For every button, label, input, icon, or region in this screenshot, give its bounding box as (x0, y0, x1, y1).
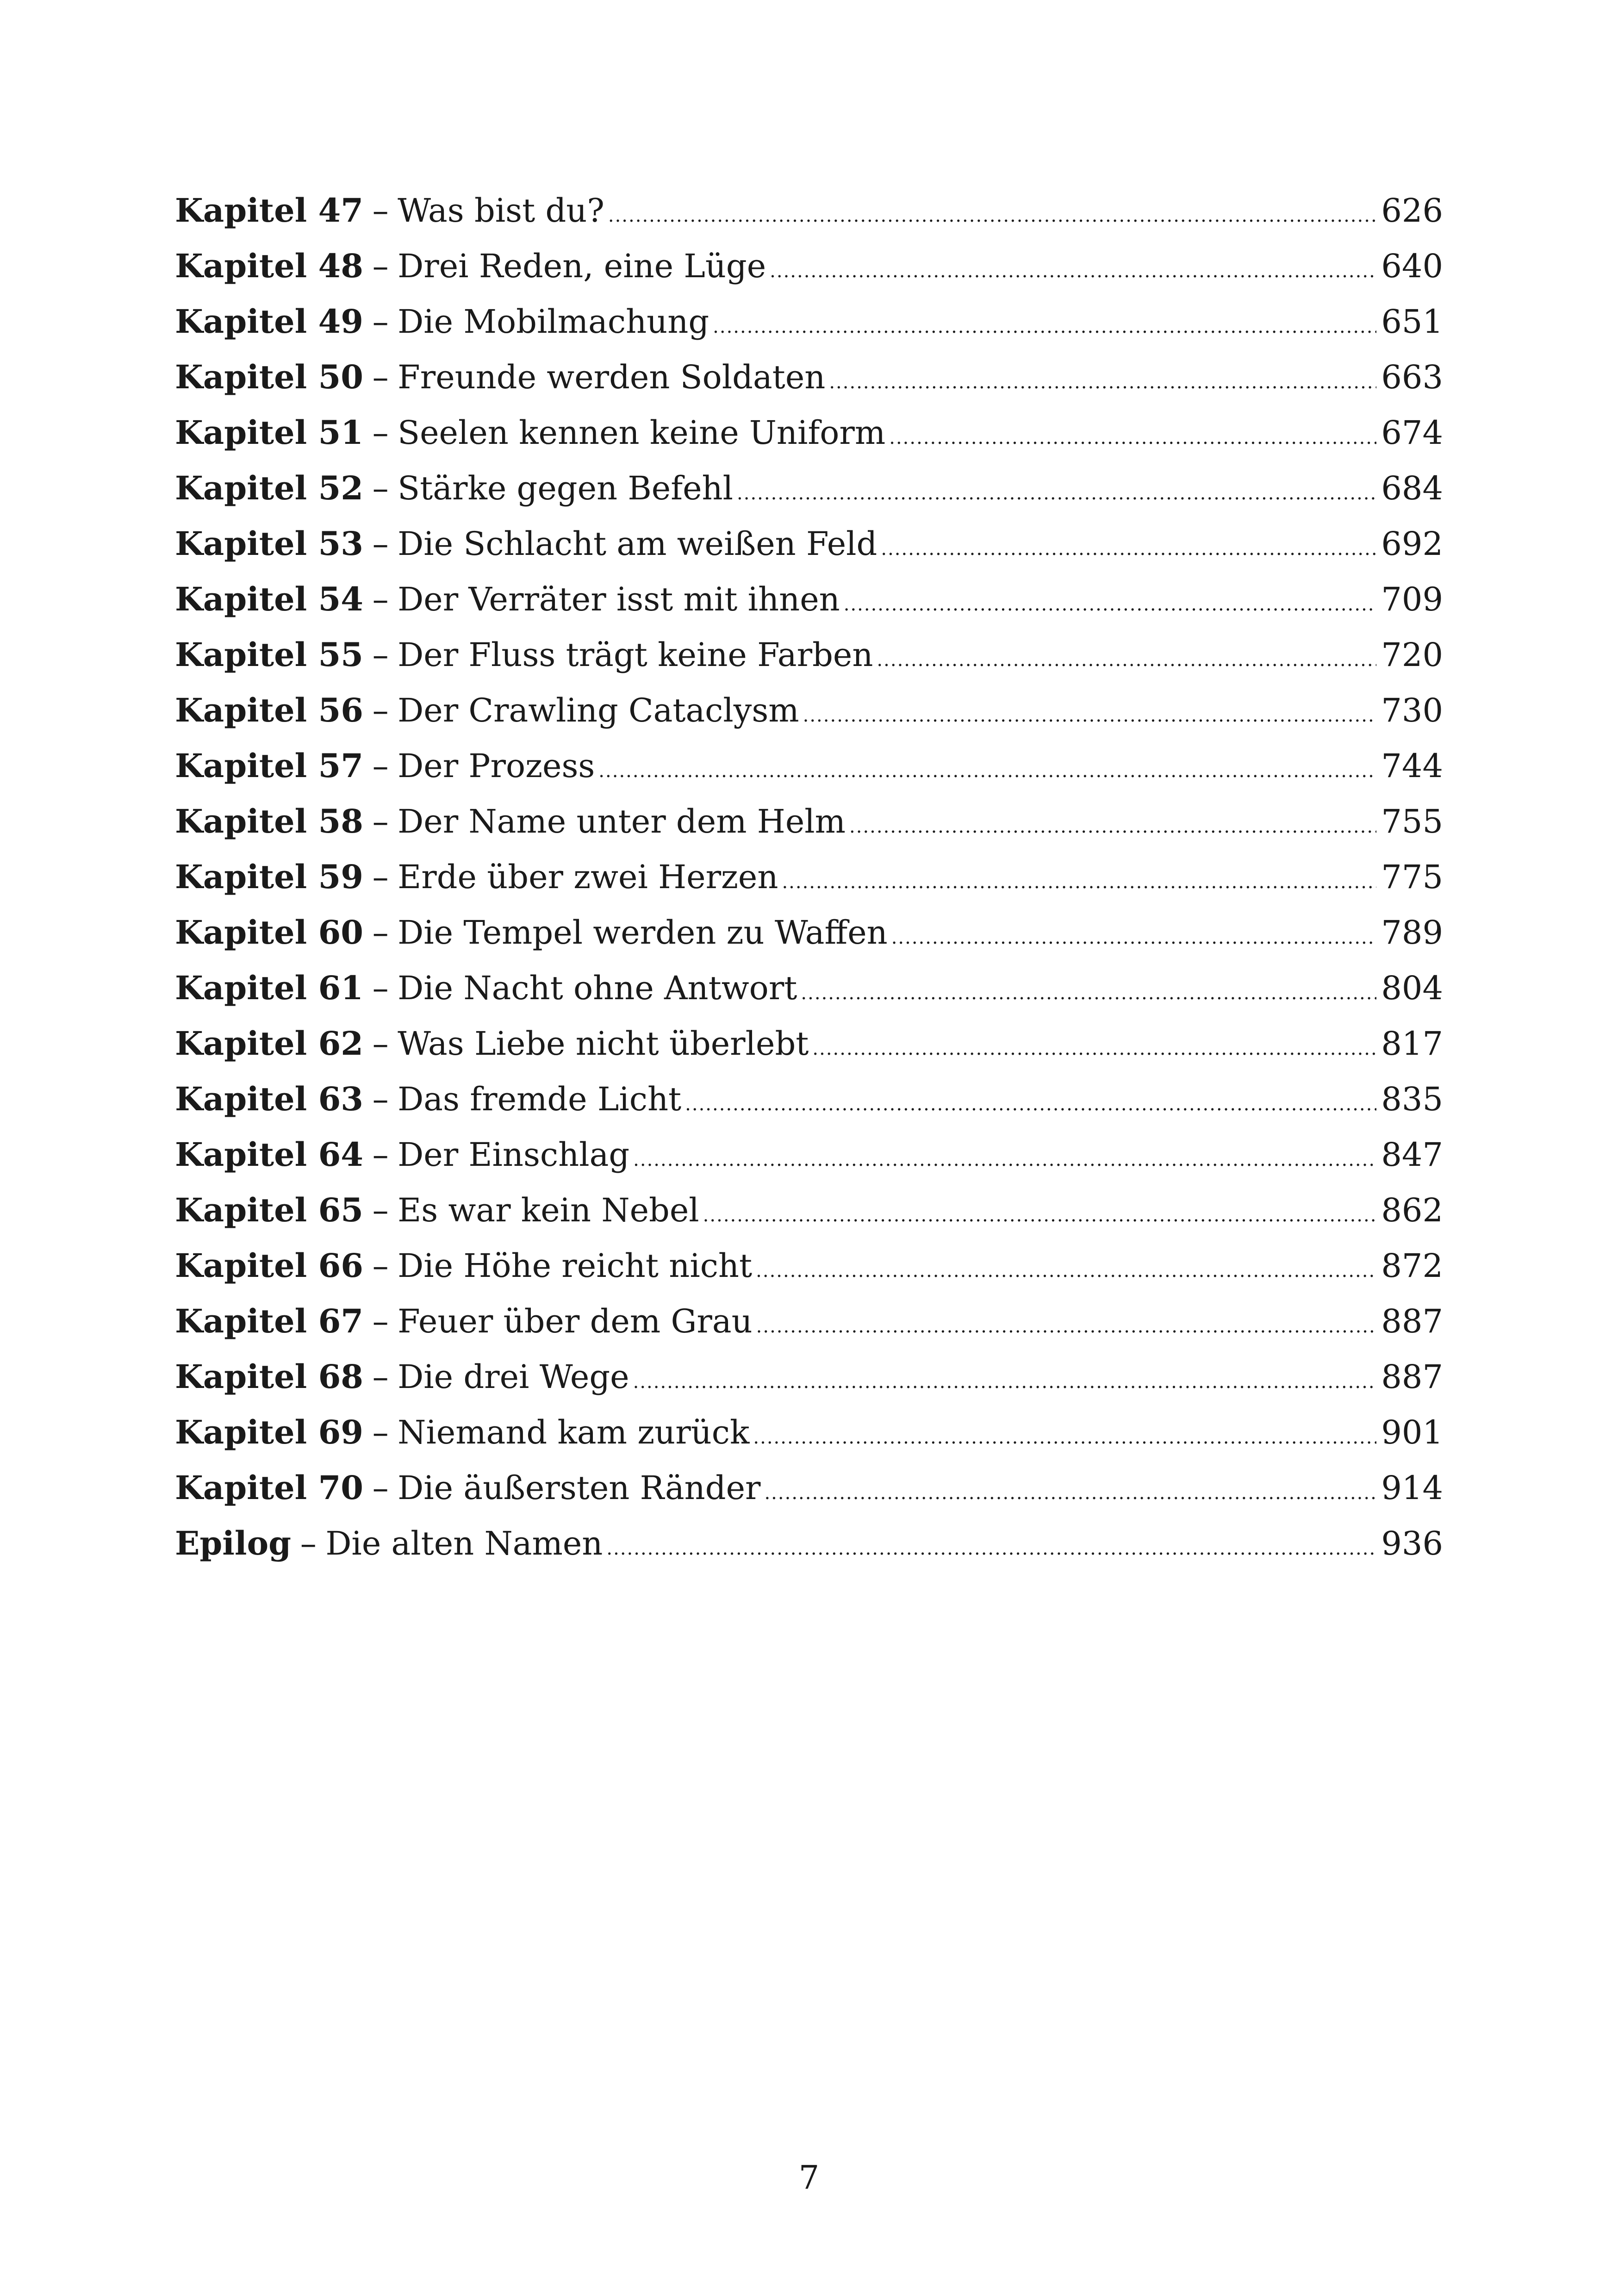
toc-entry-separator: – (372, 636, 389, 674)
toc-entry-separator: – (372, 914, 389, 952)
toc-entry-label: Kapitel 53 (175, 524, 363, 563)
toc-entry-page: 901 (1381, 1413, 1443, 1451)
toc-entry-label: Kapitel 66 (175, 1246, 363, 1285)
toc-entry-title: Die Tempel werden zu Waffen (398, 914, 888, 952)
dot-leader (889, 410, 1376, 466)
toc-entry-separator: – (372, 1358, 389, 1396)
toc-entry-title: Drei Reden, eine Lüge (398, 247, 766, 285)
toc-entry-title: Die Höhe reicht nicht (398, 1247, 753, 1285)
toc-entry[interactable] (175, 1349, 1443, 1405)
toc-entry-page: 651 (1381, 303, 1443, 341)
toc-entry-separator: – (372, 803, 389, 840)
dot-leader (737, 466, 1376, 521)
toc-entry-separator: – (372, 858, 389, 896)
dot-leader (770, 243, 1376, 299)
toc-entry-label: Kapitel 68 (175, 1357, 363, 1396)
toc-entry-title: Die äußersten Ränder (398, 1469, 761, 1507)
toc-entry-label: Kapitel 64 (175, 1135, 363, 1174)
toc-entry-separator: – (372, 747, 389, 785)
toc-entry-label: Kapitel 63 (175, 1080, 363, 1118)
toc-entry-title: Was bist du? (398, 192, 604, 230)
toc-entry-title: Der Crawling Cataclysm (398, 691, 799, 729)
toc-entry[interactable] (175, 1405, 1443, 1460)
toc-entry-title: Freunde werden Soldaten (398, 358, 826, 396)
toc-entry[interactable] (175, 572, 1443, 627)
toc-entry-page: 640 (1381, 247, 1443, 285)
toc-entry-page: 887 (1381, 1358, 1443, 1396)
toc-entry-separator: – (372, 1302, 389, 1340)
toc-entry-separator: – (372, 1413, 389, 1451)
toc-entry-title: Die Schlacht am weißen Feld (398, 525, 877, 563)
toc-entry[interactable] (175, 960, 1443, 1016)
toc-entry[interactable] (175, 794, 1443, 849)
toc-entry-separator: – (372, 1191, 389, 1229)
toc-entry-page: 755 (1381, 803, 1443, 840)
toc-entry-label: Kapitel 61 (175, 969, 363, 1007)
toc-entry-separator: – (300, 1524, 317, 1562)
toc-entry-separator: – (372, 1247, 389, 1285)
toc-entry-separator: – (372, 1136, 389, 1174)
toc-entry-title: Was Liebe nicht überlebt (398, 1025, 809, 1063)
toc-entry-label: Kapitel 57 (175, 747, 363, 785)
page-number: 7 (798, 2159, 820, 2196)
toc-entry-separator: – (372, 358, 389, 396)
toc-entry[interactable] (175, 238, 1443, 294)
toc-entry-label: Kapitel 67 (175, 1302, 363, 1340)
toc-entry-separator: – (372, 192, 389, 230)
toc-entry-page: 674 (1381, 414, 1443, 452)
dot-leader (812, 1021, 1376, 1076)
toc-entry-separator: – (372, 1025, 389, 1063)
toc-entry-label: Kapitel 58 (175, 802, 363, 840)
toc-entry-label: Epilog (175, 1524, 292, 1562)
toc-entry-title: Seelen kennen keine Uniform (398, 414, 886, 452)
toc-entry-page: 789 (1381, 914, 1443, 952)
toc-entry-page: 872 (1381, 1247, 1443, 1285)
toc-entry[interactable] (175, 349, 1443, 405)
toc-entry[interactable] (175, 1238, 1443, 1294)
toc-entry-page: 887 (1381, 1302, 1443, 1340)
toc-entry-label: Kapitel 52 (175, 469, 363, 507)
toc-entry-label: Kapitel 47 (175, 191, 363, 230)
toc-entry[interactable] (175, 405, 1443, 460)
dot-leader (756, 1299, 1377, 1354)
dot-leader (608, 188, 1377, 243)
dot-leader (756, 1243, 1376, 1299)
toc-entry[interactable] (175, 460, 1443, 516)
toc-entry-page: 730 (1381, 691, 1443, 729)
toc-entry-label: Kapitel 62 (175, 1024, 363, 1063)
toc-entry-page: 847 (1381, 1136, 1443, 1174)
toc-entry-page: 626 (1381, 192, 1443, 230)
dot-leader (803, 688, 1377, 743)
toc-entry-title: Die alten Namen (325, 1524, 603, 1562)
toc-entry[interactable] (175, 1071, 1443, 1127)
toc-entry-separator: – (372, 580, 389, 618)
dot-leader (703, 1188, 1377, 1243)
toc-entry-page: 684 (1381, 469, 1443, 507)
toc-entry[interactable] (175, 1016, 1443, 1071)
toc-entry-title: Erde über zwei Herzen (398, 858, 778, 896)
toc-entry-label: Kapitel 59 (175, 858, 363, 896)
toc-entry-separator: – (372, 414, 389, 452)
dot-leader (844, 577, 1377, 632)
toc-entry-title: Der Fluss trägt keine Farben (398, 636, 873, 674)
toc-entry-page: 936 (1381, 1524, 1443, 1562)
dot-leader (881, 521, 1376, 577)
toc-entry-separator: – (372, 691, 389, 729)
toc-entry-separator: – (372, 969, 389, 1007)
toc-entry-title: Die Nacht ohne Antwort (398, 969, 797, 1007)
toc-entry-title: Feuer über dem Grau (398, 1302, 753, 1340)
dot-leader (801, 965, 1376, 1021)
toc-entry[interactable] (175, 683, 1443, 738)
toc-entry-page: 720 (1381, 636, 1443, 674)
toc-entry-label: Kapitel 70 (175, 1468, 363, 1507)
toc-entry[interactable] (175, 183, 1443, 238)
toc-entry-page: 744 (1381, 747, 1443, 785)
toc-entry-label: Kapitel 50 (175, 358, 363, 396)
dot-leader (829, 355, 1376, 410)
toc-entry-separator: – (372, 1080, 389, 1118)
toc-entry-label: Kapitel 48 (175, 247, 363, 285)
dot-leader (764, 1465, 1376, 1521)
toc-entry-page: 775 (1381, 858, 1443, 896)
toc-entry-label: Kapitel 55 (175, 635, 363, 674)
dot-leader (849, 799, 1376, 854)
toc-entry-title: Die drei Wege (398, 1358, 629, 1396)
toc-entry-title: Der Prozess (398, 747, 595, 785)
toc-entry[interactable] (175, 905, 1443, 960)
toc-entry-label: Kapitel 51 (175, 413, 363, 452)
toc-entry-separator: – (372, 247, 389, 285)
toc-entry-label: Kapitel 65 (175, 1191, 363, 1229)
toc-entry-separator: – (372, 525, 389, 563)
toc-entry-label: Kapitel 54 (175, 580, 363, 618)
dot-leader (877, 632, 1376, 688)
toc-entry-label: Kapitel 49 (175, 302, 363, 341)
dot-leader (685, 1076, 1376, 1132)
toc-entry-page: 835 (1381, 1080, 1443, 1118)
toc-entry-page: 709 (1381, 580, 1443, 618)
dot-leader (606, 1521, 1376, 1576)
dot-leader (753, 1410, 1376, 1465)
toc-entry-title: Der Verräter isst mit ihnen (398, 580, 840, 618)
toc-entry-page: 862 (1381, 1191, 1443, 1229)
toc-entry-title: Die Mobilmachung (398, 303, 709, 341)
dot-leader (713, 299, 1376, 355)
dot-leader (633, 1132, 1376, 1188)
toc-entry-separator: – (372, 469, 389, 507)
toc-entry-title: Der Name unter dem Helm (398, 803, 846, 840)
toc-entry[interactable] (175, 1127, 1443, 1182)
toc-entry[interactable] (175, 738, 1443, 794)
dot-leader (633, 1354, 1377, 1410)
toc-entry-label: Kapitel 56 (175, 691, 363, 729)
toc-entry[interactable] (175, 294, 1443, 349)
toc-entry[interactable] (175, 516, 1443, 572)
toc-entry-separator: – (372, 303, 389, 341)
toc-entry-label: Kapitel 69 (175, 1413, 363, 1451)
dot-leader (891, 910, 1377, 965)
toc-entry-page: 692 (1381, 525, 1443, 563)
toc-entry-epilog[interactable] (175, 1516, 1443, 1571)
dot-leader (598, 743, 1376, 799)
toc-entry-page: 804 (1381, 969, 1443, 1007)
toc-entry-page: 914 (1381, 1469, 1443, 1507)
toc-entry-title: Der Einschlag (398, 1136, 630, 1174)
toc-entry-title: Niemand kam zurück (398, 1413, 750, 1451)
toc-entry-page: 817 (1381, 1025, 1443, 1063)
toc-entry-separator: – (372, 1469, 389, 1507)
toc-entry-label: Kapitel 60 (175, 913, 363, 952)
toc-entry-title: Es war kein Nebel (398, 1191, 699, 1229)
toc-entry[interactable] (175, 1182, 1443, 1238)
dot-leader (782, 854, 1376, 910)
toc-entry-title: Das fremde Licht (398, 1080, 682, 1118)
table-of-contents (175, 183, 1443, 1571)
toc-entry[interactable] (175, 1460, 1443, 1516)
toc-entry[interactable] (175, 627, 1443, 683)
toc-entry[interactable] (175, 1294, 1443, 1349)
toc-entry[interactable] (175, 849, 1443, 905)
toc-entry-title: Stärke gegen Befehl (398, 469, 734, 507)
toc-entry-page: 663 (1381, 358, 1443, 396)
